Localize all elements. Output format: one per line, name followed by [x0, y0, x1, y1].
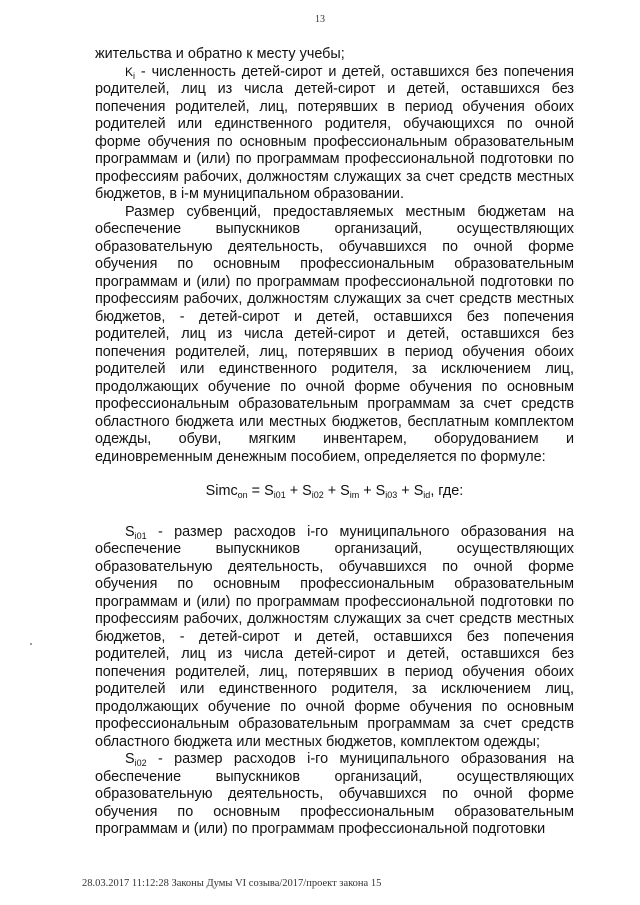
formula-tail: , где: [430, 483, 464, 499]
document-body [95, 46, 574, 839]
formula-term3: S [340, 483, 350, 499]
formula-term5: S [413, 483, 424, 499]
formula-plus: + [359, 483, 376, 499]
paragraph-continuation: жительства и обратно к месту учебы; [95, 46, 345, 62]
margin-mark [30, 643, 32, 645]
variable-ki-subscript: i [133, 70, 136, 81]
variable-ki-base: K [125, 64, 134, 79]
formula-term4-subscript: i03 [385, 490, 398, 500]
paragraph-si02-text: - размер расходов i-го муниципального образования на обеспечение выпускников организаций, осуществляющих образовательную деятельность, обучавшихся по очной форме обучения по основным профессиональным образовательным программам и (или) по программам профессиональной подготовки [95, 751, 574, 837]
variable-si02-subscript: i02 [134, 758, 147, 768]
formula-lhs: Simc [205, 483, 238, 499]
formula-plus: + [285, 483, 303, 499]
footer-metadata: 28.03.2017 11:12:28 Законы Думы VI созыва/2017/проект закона 15 [82, 878, 382, 889]
variable-si01 [125, 524, 147, 540]
formula-term4: S [375, 483, 386, 499]
formula-term3-subscript: im [349, 490, 360, 500]
paragraph-si01-text: - размер расходов i-го муниципального образования на обеспечение выпускников организаций, осуществляющих образовательную деятельность, обучавшихся по очной форме обучения по основным профессиональным образовательным программам и (или) по программам профессиональной подготовки по профессиям рабочих, должностям служащих за счет средств местных бюджетов, - детей-сирот и детей, оставшихся без попечения родителей, лиц из числа детей-сирот и детей, оставшихся без попечения родителей, лиц, потерявших в период обучения обоих родителей или единственного родителя, за исключением лиц, продолжающих обучение по очной форме обучения по основным профессиональным образовательным программам за счет средств областного бюджета или местных бюджетов, комплектом одежды; [95, 523, 574, 750]
formula-plus: + [323, 483, 341, 499]
formula-term2-subscript: i02 [311, 490, 324, 500]
variable-ki [125, 64, 135, 80]
variable-si02 [125, 751, 147, 767]
paragraph-si02-definition [95, 751, 574, 839]
paragraph-ki-definition [95, 64, 574, 204]
variable-si01-subscript: i01 [134, 530, 147, 541]
variable-si02-base: S [125, 751, 135, 767]
formula-term1: S [264, 483, 274, 499]
variable-si01-base: S [125, 523, 135, 540]
formula-term1-subscript: i01 [273, 490, 286, 500]
formula-equals: = [247, 483, 265, 499]
paragraph-ki-text: - численность детей-сирот и детей, оставшихся без попечения родителей, лиц из числа детей-сирот и детей, оставшихся без попечения родителей, лиц, потерявших в период обучения обоих родителей или единственного родителя, обучающихся по очной форме обучения по основным профессиональным образовательным программам и (или) по программам профессиональной подготовки по профессиям рабочих, должностям служащих за счет средств местных бюджетов, в i-м муниципальном образовании. [95, 63, 574, 202]
formula-plus: + [397, 483, 414, 499]
formula [95, 483, 574, 501]
formula-term2: S [302, 483, 312, 499]
paragraph-subvention-size: Размер субвенций, предоставляемых местным бюджетам на обеспечение выпускников организаций, осуществляющих образовательную деятельность, обучавшихся по очной форме обучения по основным профессиональным образовательным программам и (или) по программам профессиональной подготовки по профессиям рабочих, должностям служащих за счет средств местных бюджетов, - детей-сирот и детей, оставшихся без попечения родителей, лиц из числа детей-сирот и детей, оставшихся без попечения родителей, лиц, потерявших в период обучения обоих родителей или единственного родителя, за исключением лиц, продолжающих обучение по очной форме обучения по основным профессиональным образовательным программам за счет средств областного бюджета или местных бюджетов, бесплатным комплектом одежды, обуви, мягким инвентарем, оборудованием и единовременным денежным пособием, определяется по формуле: [95, 203, 574, 465]
formula-lhs-subscript: on [237, 490, 248, 500]
page-number: 13 [315, 14, 325, 25]
paragraph-si01-definition [95, 524, 574, 752]
formula-term5-subscript: id [423, 490, 431, 500]
